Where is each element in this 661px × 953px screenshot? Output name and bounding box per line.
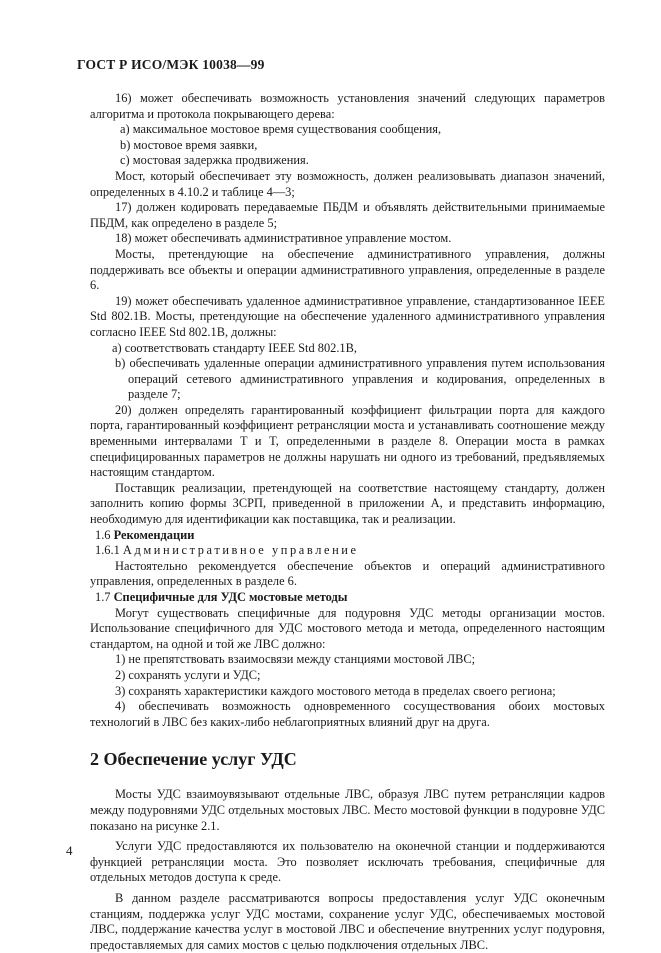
item-18-note: Мосты, претендующие на обеспечение административного управления, должны поддерживать все объекты и операции административного управления, определенные в разделе 6.: [90, 246, 605, 293]
section-2-paragraph-2: Услуги УДС предоставляются их пользователю на оконечной станции и поддерживаются функцией ретрансляции моста. Это позволяет исключать требования, специфичные для отдельных методов доступа к среде.: [90, 839, 605, 885]
item-19: 19) может обеспечивать удаленное административное управление, стандартизованное IEEE Std 802.1B. Мосты, претендующие на обеспечение удаленного административного управления согласно IEEE Std 802.1B, должны:: [90, 293, 605, 339]
section-2-paragraph-1: Мосты УДС взаимоувязывают отдельные ЛВС, образуя ЛВС путем ретрансляции кадров между подуровнями УДС отдельных мостовых ЛВС. Место мостовой функции в подуровне УДС показано на рисунке 2.1.: [90, 787, 605, 833]
section-1-6-1-text: Настоятельно рекомендуется обеспечение объектов и операций административного управления, определенных в разделе 6.: [90, 558, 605, 589]
section-1-7-number: 1.7: [95, 590, 111, 604]
section-1-7-text: Могут существовать специфичные для подуровня УДС методы организации мостов. Использование специфичного для УДС мостового метода и метода, определенного настоящим стандартом, на одной и той же ЛВС должно:: [90, 605, 605, 651]
item-17: 17) должен кодировать передаваемые ПБДМ и объявлять действительными принимаемые ПБДМ, как определено в разделе 5;: [90, 200, 605, 230]
section-1-7-item-3: 3) сохранять характеристики каждого мостового метода в пределах своего региона;: [115, 683, 556, 698]
section-1-6-1-heading: [90, 543, 605, 559]
section-2-paragraph-3: В данном разделе рассматриваются вопросы предоставления услуг УДС оконечным станциям, поддержка услуг УДС мостами, сохранение услуг УДС, обеспечиваемых мостовой ЛВС, поддержание качества услуг в мостовой ЛВС и обеспечение внутренних услуг подуровня, предоставляемых для самих мостов с целью подключения отдельных ЛВС.: [90, 890, 605, 952]
section-1-7-title: Специфичные для УДС мостовые методы: [113, 590, 348, 604]
document-header: ГОСТ Р ИСО/МЭК 10038—99: [77, 57, 265, 72]
section-1-6-number: 1.6: [95, 527, 111, 542]
section-1-6-1-title: Административное управление: [122, 543, 359, 558]
item-19-a: a) соответствовать стандарту IEEE Std 802.1B,: [112, 340, 357, 355]
section-1-6-1-number: 1.6.1: [95, 543, 120, 558]
item-16-a: a) максимальное мостовое время существования сообщения,: [120, 122, 442, 137]
section-1-6-heading: [90, 528, 605, 544]
item-16-note: Мост, который обеспечивает эту возможность, должен реализовывать диапазон значений, определенных в 4.10.2 и таблице 4—3;: [90, 168, 605, 199]
section-1-7-item-2: 2) сохранять услуги и УДС;: [115, 667, 261, 682]
item-16: 16) может обеспечивать возможность установления значений следующих параметров алгоритма и протокола покрывающего дерева:: [90, 91, 605, 121]
item-16-c: c) мостовая задержка продвижения.: [120, 153, 309, 168]
document-body: [90, 91, 605, 953]
section-1-7-heading: [90, 590, 605, 606]
item-18: 18) может обеспечивать административное управление мостом.: [115, 231, 452, 246]
section-1-7-item-1: 1) не препятствовать взаимосвязи между станциями мостовой ЛВС;: [115, 652, 476, 667]
section-1-7-item-4: 4) обеспечивать возможность одновременного сосуществования обоих мостовых технологий в ЛВС без каких-либо неблагоприятных влияний друг на друга.: [90, 699, 605, 729]
item-19-b: b) обеспечивать удаленные операции административного управления путем использования операций сетевого административного управления и кодирования, определенных в разделе 7;: [115, 356, 605, 402]
section-1-6-title: Рекомендации: [113, 527, 195, 542]
supplier-paragraph: Поставщик реализации, претендующей на соответствие настоящему стандарту, должен заполнить копию формы ЗСРП, приведенной в приложении А, и представить информацию, необходимую для идентификации как поставщика, так и реализации.: [90, 480, 605, 527]
page-number: 4: [66, 843, 73, 858]
section-2-heading: 2 Обеспечение услуг УДС: [90, 749, 297, 770]
item-20: 20) должен определять гарантированный коэффициент фильтрации порта для каждого порта, гарантированный коэффициент ретрансляции моста и устанавливать соотношение между временными интервалами T и T, определенными в разделе 8. Операции моста в рамках специфицированных параметров не должны нарушать ни одного из требований, предъявляемых настоящим стандартом.: [90, 402, 605, 480]
item-16-b: b) мостовое время заявки,: [120, 137, 258, 152]
